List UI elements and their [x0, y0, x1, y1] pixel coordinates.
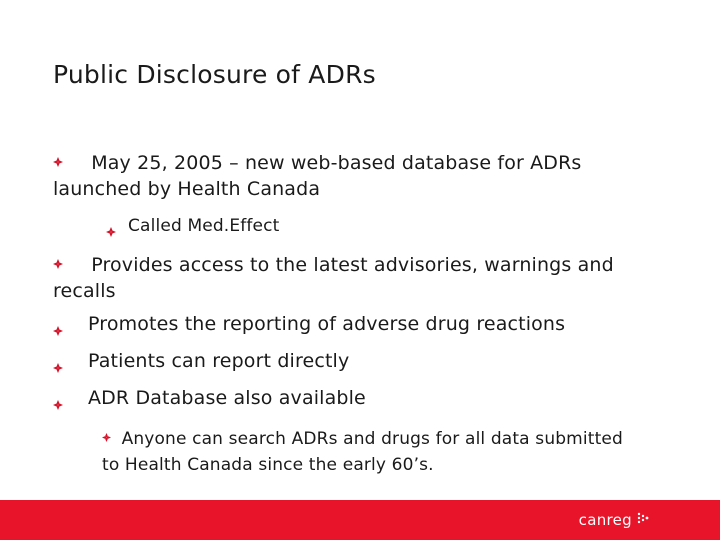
- diamond-bullet-icon: [53, 259, 63, 269]
- diamond-bullet-icon: [53, 395, 63, 414]
- bullet-text: Promotes the reporting of adverse drug reactions: [88, 313, 566, 335]
- footer-bar: [0, 500, 720, 540]
- bullet-text: May 25, 2005 – new web-based database for ADRs launched by Health Canada: [53, 152, 582, 200]
- bullet-item-1: [53, 150, 673, 202]
- bullet-text: Provides access to the latest advisories, warnings and recalls: [53, 254, 614, 302]
- diamond-bullet-icon: [53, 321, 63, 340]
- bullet-text: Patients can report directly: [88, 350, 350, 372]
- sub-bullet-text: Anyone can search ADRs and drugs for all data submitted to Health Canada since the early 60’s.: [102, 429, 623, 475]
- canreg-logo: [579, 511, 650, 529]
- diamond-bullet-icon: [53, 358, 63, 377]
- diamond-bullet-icon: [53, 157, 63, 167]
- bullet-item-3: [53, 252, 673, 304]
- diamond-bullet-icon: [106, 222, 116, 241]
- sub-bullet-text: Called Med.Effect: [128, 216, 280, 236]
- slide-title: Public Disclosure of ADRs: [53, 60, 376, 89]
- bullet-text: ADR Database also available: [88, 387, 366, 409]
- diamond-bullet-icon: [102, 433, 111, 442]
- logo-mark-icon: [636, 511, 650, 529]
- bullet-item-7: [102, 426, 642, 478]
- logo-text: canreg: [578, 511, 632, 529]
